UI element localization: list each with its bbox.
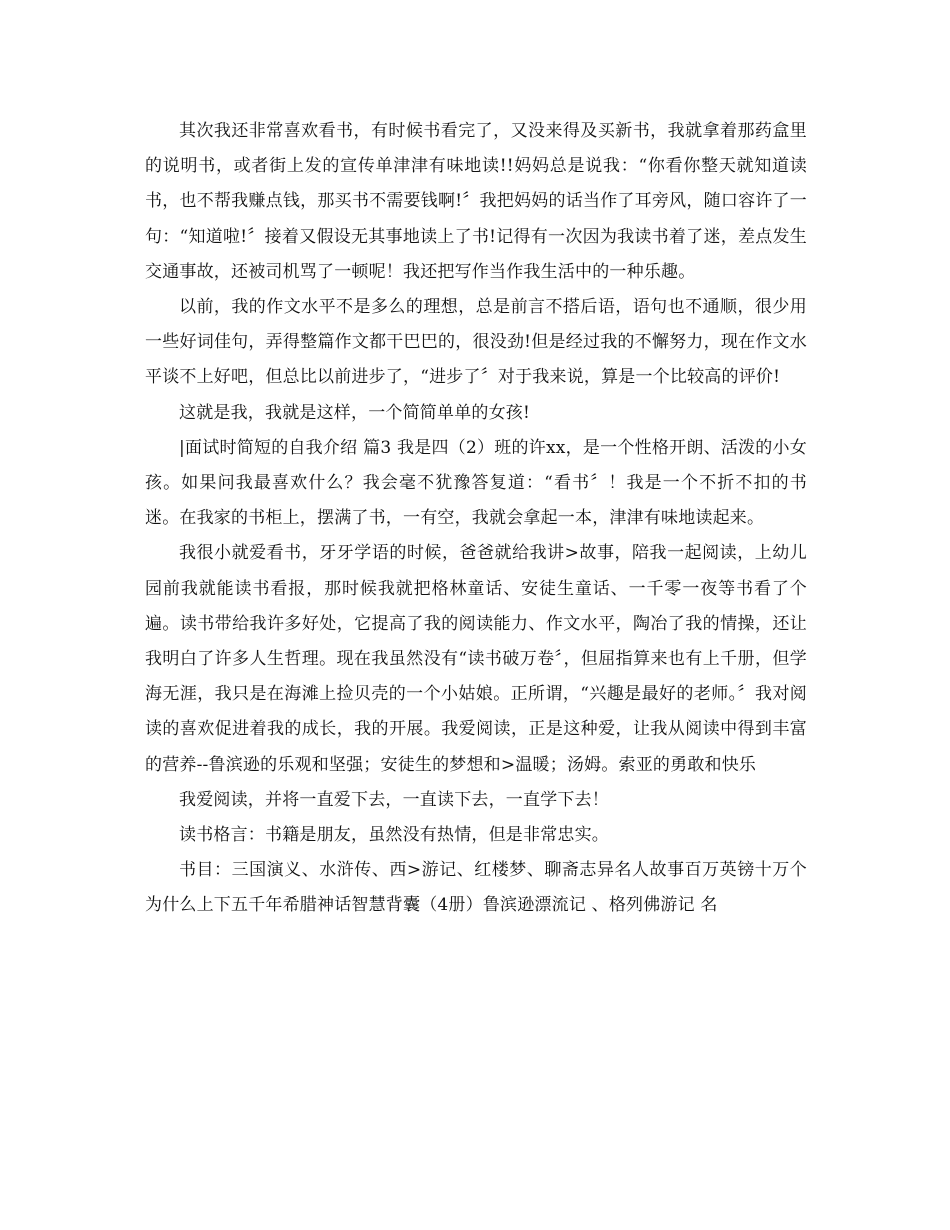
paragraph-self-introduction: |面试时简短的自我介绍 篇3 我是四（2）班的许xx，是一个性格开朗、活泼的小女孩。如果问我最喜欢什么？我会毫不犹豫答复道：“看书〞！我是一个不折不扣的书迷。在我家的书柜上，摆满了书，一有空，我就会拿起一本，津津有味地读起来。 [145, 437, 807, 529]
paragraph-reading-story: 我很小就爱看书，牙牙学语的时候，爸爸就给我讲>故事，陪我一起阅读，上幼儿园前我就能读书看报，那时候我就把格林童话、安徒生童话、一千零一夜等书看了个遍。读书带给我许多好处，它提高了我的阅读能力、作文水平，陶冶了我的情操，还让我明白了许多人生哲理。现在我虽然没有“读书破万卷〞，但屈指算来也有上千册，但学海无涯，我只是在海滩上捡贝壳的一个小姑娘。正所谓，“兴趣是最好的老师。〞我对阅读的喜欢促进着我的成长，我的开展。我爱阅读，正是这种爱，让我从阅读中得到丰富的营养--鲁滨逊的乐观和坚强；安徒生的梦想和>温暖；汤姆。索亚的勇敢和快乐 [145, 543, 807, 775]
paragraph-reading-hobby: 其次我还非常喜欢看书，有时候书看完了，又没来得及买新书，我就拿着那药盒里的说明书，或者街上发的宣传单津津有味地读!!妈妈总是说我：“你看你整天就知道读书，也不帮我赚点钱，那买书不需要钱啊!〞我把妈妈的话当作了耳旁风，随口容许了一句：“知道啦!〞接着又假设无其事地读上了书!记得有一次因为我读书着了迷，差点发生交通事故，还被司机骂了一顿呢！我还把写作当作我生活中的一种乐趣。 [145, 121, 807, 282]
paragraph-love-reading: 我爱阅读，并将一直爱下去，一直读下去，一直学下去！ [179, 789, 609, 810]
paragraph-motto: 读书格言：书籍是朋友，虽然没有热情，但是非常忠实。 [179, 825, 609, 846]
paragraph-simple-girl: 这就是我，我就是这样，一个简简单单的女孩! [179, 402, 531, 423]
document-page [145, 114, 807, 924]
paragraph-writing-progress: 以前，我的作文水平不是多么的理想，总是前言不搭后语，语句也不通顺，很少用一些好词佳句，弄得整篇作文都干巴巴的，很没劲!但是经过我的不懈努力，现在作文水平谈不上好吧，但总比以前进步了，“进步了〞对于我来说，算是一个比较高的评价! [145, 297, 807, 388]
paragraph-book-list: 书目：三国演义、水浒传、西>游记、红楼梦、聊斋志异名人故事百万英镑十万个为什么上下五千年希腊神话智慧背囊（4册）鲁滨逊漂流记 、格列佛游记 名 [145, 860, 807, 916]
